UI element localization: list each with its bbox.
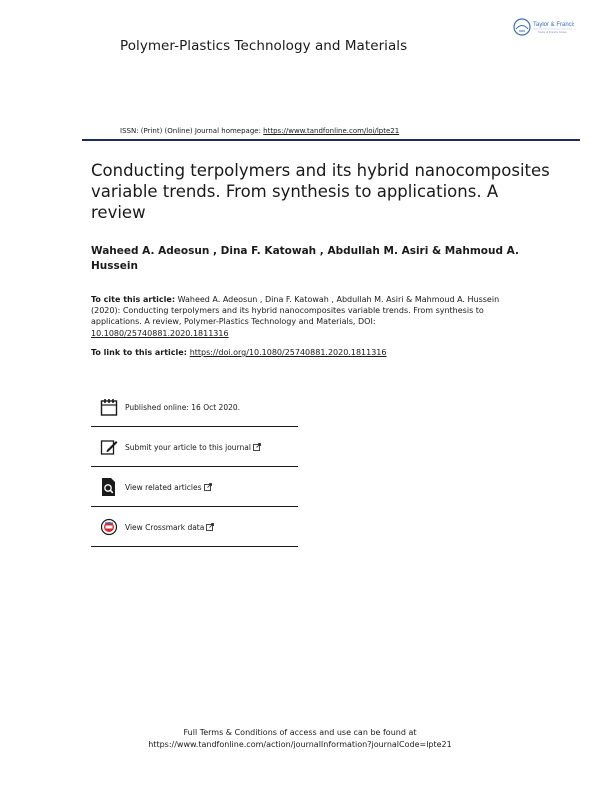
external-link-icon [204,483,212,491]
journal-title: Polymer-Plastics Technology and Materials [120,38,408,54]
logo-subtext: Taylor & Francis Group [538,30,567,34]
footer-line-1: Full Terms & Conditions of access and use can be found at [183,728,417,737]
authors: Waheed A. Adeosun , Dina F. Katowah , Abdullah M. Asiri & Mahmoud A. Hussein [91,245,519,272]
citation-text: Waheed A. Adeosun , Dina F. Katowah , Abdullah M. Asiri & Mahmoud A. Hussein (2020): Conducting terpolymers and its hybrid nanocomposites variable trends. From synthesis to applications. A review, Polymer-Plastics Technology and Materials, DOI: [91,295,500,327]
related-articles-link[interactable]: View related articles [125,483,212,492]
logo-text: Taylor & Francis [533,22,574,28]
article-title: Conducting terpolymers and its hybrid nanocomposites variable trends. From synthesis to applications. A review [91,161,550,222]
link-label: To link to this article: [91,348,190,357]
article-doi-link[interactable]: https://doi.org/10.1080/25740881.2020.1811316 [189,348,387,357]
article-link-line [91,348,387,357]
related-articles-row[interactable] [91,471,299,507]
crossmark-icon [100,517,118,537]
issn-line [120,127,399,135]
published-date: Published online: 16 Oct 2020. [125,403,241,412]
crossmark-link[interactable]: View Crossmark data [125,523,214,532]
submit-article-link[interactable]: Submit your article to this journal [125,443,261,452]
journal-homepage-link[interactable]: https://www.tandfonline.com/loi/lpte21 [263,127,400,135]
row-divider [91,466,298,467]
publisher-logo[interactable] [512,17,574,37]
submit-article-row[interactable] [91,431,299,467]
crossmark-row[interactable] [91,511,299,547]
edit-icon [100,437,118,457]
citation-block [91,294,501,339]
citation-label: To cite this article: [91,295,176,304]
published-row [91,391,299,427]
external-link-icon [206,523,214,531]
row-divider [91,506,298,507]
row-divider [91,426,298,427]
footer-terms-link[interactable]: https://www.tandfonline.com/action/journalInformation?journalCode=lpte21 [148,739,452,749]
external-link-icon [253,443,261,451]
document-search-icon [100,477,118,497]
header-rule [82,139,580,141]
citation-doi-link[interactable]: 10.1080/25740881.2020.1811316 [91,328,229,338]
calendar-icon [100,397,118,417]
issn-prefix: ISSN: (Print) (Online) Journal homepage: [120,127,264,135]
footer [0,727,600,750]
row-divider [91,546,298,547]
taylor-francis-logo-icon [512,17,574,37]
